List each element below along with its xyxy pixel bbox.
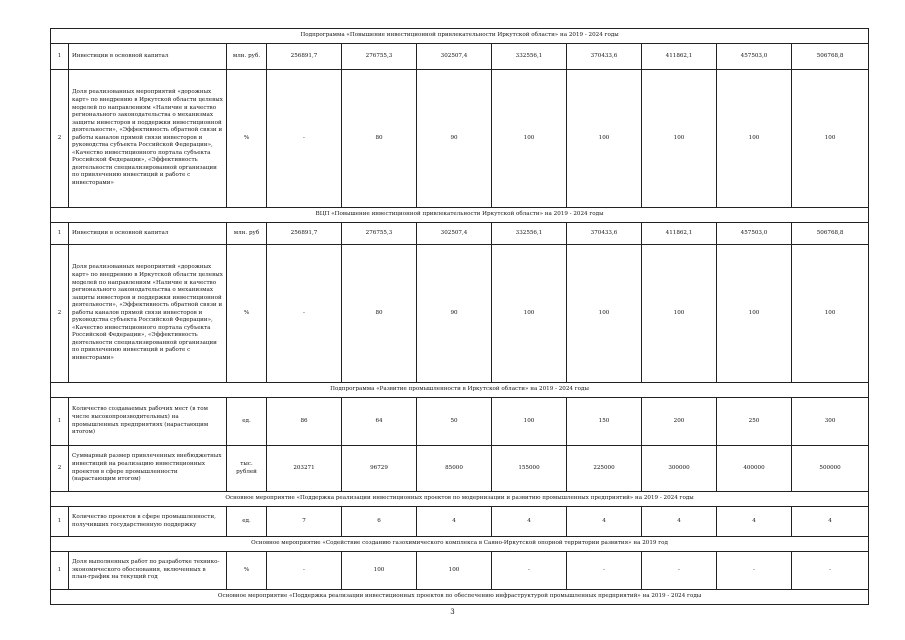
value-cell: 4 [492, 507, 567, 537]
section-title: Основное мероприятие «Поддержка реализации инвестиционных проектов по модернизации и развитию промышленных предприятий» на 2019 - 2024 годы [51, 492, 869, 507]
value-cell: 4 [417, 507, 492, 537]
value-cell: 100 [567, 245, 642, 383]
value-cell: - [642, 552, 717, 590]
value-cell: 302507,4 [417, 44, 492, 70]
value-cell: 4 [717, 507, 792, 537]
value-cell: 276755,3 [342, 223, 417, 245]
section-title: Подпрограмма «Повышение инвестиционной привлекательности Иркутской области» на 2019 - 2024 годы [51, 29, 869, 44]
value-cell: 100 [717, 70, 792, 208]
value-cell: 100 [717, 245, 792, 383]
indicator-name: Инвестиции в основной капитал [69, 44, 227, 70]
table-row [51, 245, 869, 383]
value-cell: 200 [642, 398, 717, 446]
value-cell: 50 [417, 398, 492, 446]
value-cell: 90 [417, 70, 492, 208]
section-header-row [51, 208, 869, 223]
table-row [51, 44, 869, 70]
value-cell: - [267, 70, 342, 208]
value-cell: 7 [267, 507, 342, 537]
value-cell: 370433,6 [567, 44, 642, 70]
unit-cell: % [227, 70, 267, 208]
value-cell: 100 [342, 552, 417, 590]
value-cell: 64 [342, 398, 417, 446]
row-number: 1 [51, 507, 69, 537]
table-row [51, 70, 869, 208]
table-row [51, 398, 869, 446]
unit-cell: ед. [227, 398, 267, 446]
value-cell: 411862,1 [642, 44, 717, 70]
value-cell: 457503,0 [717, 44, 792, 70]
value-cell: 90 [417, 245, 492, 383]
value-cell: 332556,1 [492, 44, 567, 70]
indicator-name: Количество создаваемых рабочих мест (в том числе высокопроизводительных) на промышленных предприятиях (нарастающим итогом) [69, 398, 227, 446]
value-cell: 100 [492, 70, 567, 208]
value-cell: 276755,3 [342, 44, 417, 70]
section-header-row [51, 29, 869, 44]
indicator-name: Количество проектов в сфере промышленности, получивших государственную поддержку [69, 507, 227, 537]
indicators-table [50, 28, 869, 605]
value-cell: 250 [717, 398, 792, 446]
value-cell: 100 [492, 398, 567, 446]
value-cell: 332556,1 [492, 223, 567, 245]
table-row [51, 223, 869, 245]
row-number: 1 [51, 398, 69, 446]
unit-cell: млн. руб. [227, 44, 267, 70]
value-cell: 457503,0 [717, 223, 792, 245]
value-cell: 100 [417, 552, 492, 590]
section-header-row [51, 590, 869, 605]
value-cell: 100 [792, 70, 869, 208]
table-row [51, 507, 869, 537]
indicator-name: Суммарный размер привлеченных внебюджетных инвестиций на реализацию инвестиционных проектов в сфере промышленности (нарастающим итогом) [69, 446, 227, 492]
value-cell: 256891,7 [267, 44, 342, 70]
value-cell: 302507,4 [417, 223, 492, 245]
value-cell: 411862,1 [642, 223, 717, 245]
value-cell: 256891,7 [267, 223, 342, 245]
value-cell: 300000 [642, 446, 717, 492]
value-cell: - [792, 552, 869, 590]
value-cell: - [492, 552, 567, 590]
value-cell: 100 [642, 245, 717, 383]
value-cell: 100 [642, 70, 717, 208]
section-header-row [51, 492, 869, 507]
value-cell: 80 [342, 245, 417, 383]
unit-cell: ед. [227, 507, 267, 537]
section-title: Основное мероприятие «Содействие созданию газохимического комплекса в Саяно-Иркутской опорной территории развития» на 2019 год [51, 537, 869, 552]
value-cell: 85000 [417, 446, 492, 492]
value-cell: - [267, 552, 342, 590]
row-number: 2 [51, 245, 69, 383]
value-cell: - [717, 552, 792, 590]
value-cell: 100 [792, 245, 869, 383]
value-cell: 506768,8 [792, 223, 869, 245]
value-cell: 150 [567, 398, 642, 446]
section-title: ВЦП «Повышение инвестиционной привлекательности Иркутской области» на 2019 - 2024 годы [51, 208, 869, 223]
value-cell: 370433,6 [567, 223, 642, 245]
value-cell: 300 [792, 398, 869, 446]
value-cell: 4 [642, 507, 717, 537]
value-cell: 155000 [492, 446, 567, 492]
value-cell: 100 [567, 70, 642, 208]
indicator-name: Доля реализованных мероприятий «дорожных карт» по внедрению в Иркутской области целевых моделей по направлениям «Наличие и качество регионального законодательства о механизмах защиты инвесторов и поддержки инвестиционной деятельности», «Эффективность обратной связи и работы каналов прямой связи инвесторов и руководства субъекта Российской Федерации», «Качество инвестиционного портала субъекта Российской Федерации», «Эффективность деятельности специализированной организации по привлечению инвестиций и работе с инвесторами» [69, 70, 227, 208]
indicator-name: Доля выполненных работ по разработке технико-экономического обоснования, включенных в план-график на текущий год [69, 552, 227, 590]
page-number: 3 [450, 608, 455, 616]
value-cell: 506768,8 [792, 44, 869, 70]
value-cell: 225000 [567, 446, 642, 492]
section-header-row [51, 383, 869, 398]
value-cell: 80 [342, 70, 417, 208]
row-number: 2 [51, 70, 69, 208]
section-title: Основное мероприятие «Поддержка реализации инвестиционных проектов по обеспечению инфраструктурой промышленных предприятий» на 2019 - 2024 годы [51, 590, 869, 605]
row-number: 2 [51, 446, 69, 492]
unit-cell: тыс. рублей [227, 446, 267, 492]
value-cell: - [567, 552, 642, 590]
value-cell: 203271 [267, 446, 342, 492]
table-row [51, 552, 869, 590]
section-header-row [51, 537, 869, 552]
value-cell: 4 [567, 507, 642, 537]
value-cell: 100 [492, 245, 567, 383]
value-cell: 86 [267, 398, 342, 446]
row-number: 1 [51, 552, 69, 590]
value-cell: - [267, 245, 342, 383]
value-cell: 6 [342, 507, 417, 537]
table-row [51, 446, 869, 492]
value-cell: 500000 [792, 446, 869, 492]
value-cell: 4 [792, 507, 869, 537]
value-cell: 400000 [717, 446, 792, 492]
section-title: Подпрограмма «Развитие промышленности в Иркутской области» на 2019 - 2024 годы [51, 383, 869, 398]
value-cell: 96729 [342, 446, 417, 492]
indicator-name: Доля реализованных мероприятий «дорожных карт» по внедрению в Иркутской области целевых моделей по направлениям «Наличие и качество регионального законодательства о механизмах защиты инвесторов и поддержки инвестиционной деятельности», «Эффективность обратной связи и работы каналов прямой связи инвесторов и руководства субъекта Российской Федерации», «Качество инвестиционного портала субъекта Российской Федерации», «Эффективность деятельности специализированной организации по привлечению инвестиций и работе с инвесторами» [69, 245, 227, 383]
unit-cell: % [227, 552, 267, 590]
unit-cell: млн. руб [227, 223, 267, 245]
row-number: 1 [51, 44, 69, 70]
unit-cell: % [227, 245, 267, 383]
indicator-name: Инвестиции в основной капитал [69, 223, 227, 245]
row-number: 1 [51, 223, 69, 245]
